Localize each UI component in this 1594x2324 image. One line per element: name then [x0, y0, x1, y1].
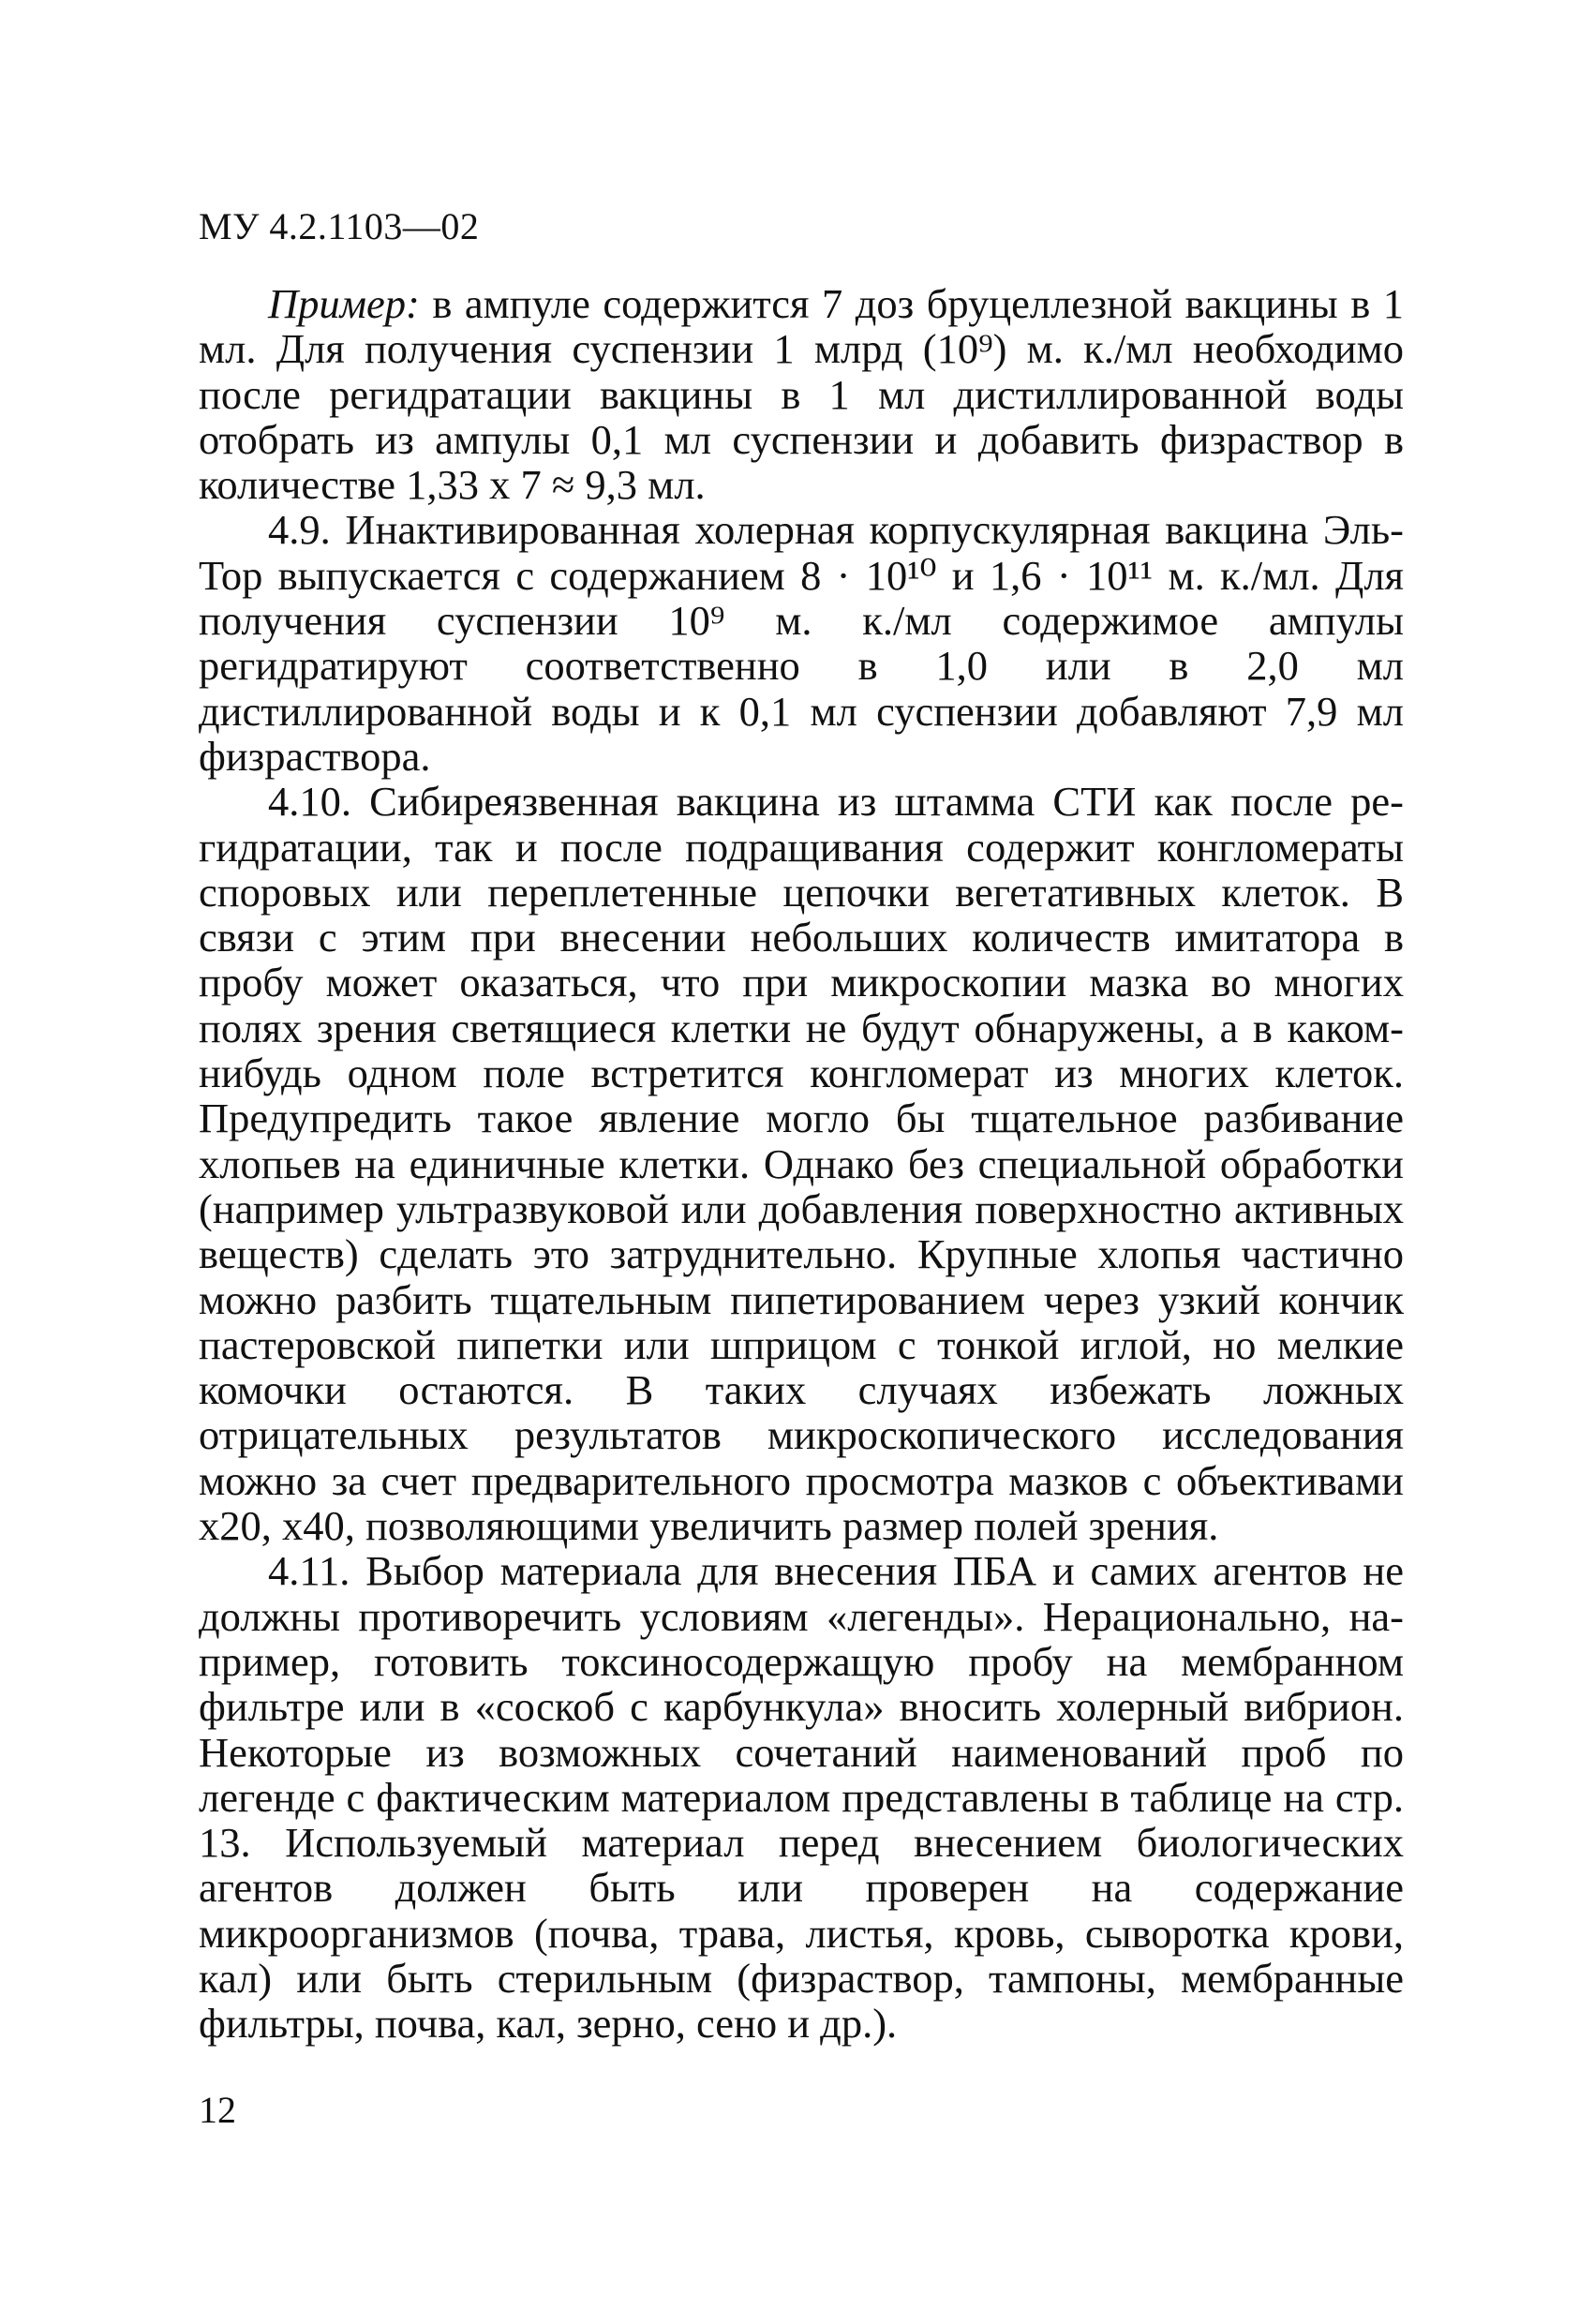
paragraph-4-10: 4.10. Сибиреязвенная вакцина из штамма СТИ как после регидратации, так и после подращивания содержит конгломераты споровых или переплетенные цепочки вегетативных клеток. В связи с этим при внесении небольших количеств имитатора в пробу может оказаться, что при микроскопии мазка во многих полях зрения светящиеся клетки не будут обнаружены, а в каком-нибудь одном поле встретится конгломерат из многих клеток. Предупредить такое явление могло бы тщательное разбивание хлопьев на единичные клетки. Однако без специальной обработки (например ультразвуковой или добавления поверхностно активных веществ) сделать это затруднительно. Крупные хлопья частично можно разбить тщательным пипетированием через узкий кончик пастеровской пипетки или шприцом с тонкой иглой, но мелкие комочки остаются. В таких случаях избежать ложных отрицательных результатов микроскопического исследования можно за счет предварительного просмотра мазков с объективами х20, х40, позволяющими увеличить размер полей зрения.: [199, 778, 1404, 1550]
paragraph-text: в ампуле содержится 7 доз бруцеллезной вакцины в 1 мл. Для получения суспензии 1 млрд (10⁹) м. к./мл необходимо после регидратации вакцины в 1 мл дистиллированной воды отобрать из ампулы 0,1 мл суспензии и добавить физраствор в количестве 1,33 х 7 ≈ 9,3 мл.: [199, 280, 1404, 509]
paragraph-4-11: 4.11. Выбор материала для внесения ПБА и самих агентов не должны противоречить условиям «легенды». Нерационально, например, готовить токсиносодержащую пробу на мембранном фильтре или в «соскоб с карбункула» вносить холерный вибрион. Некоторые из возможных сочетаний наименований проб по легенде с фактическим материалом представлены в таблице на стр. 13. Используемый материал перед внесением биологических агентов должен быть или проверен на содержание микроорганизмов (почва, трава, листья, кровь, сыворотка крови, кал) или быть стерильным (физраствор, тампоны, мембранные фильтры, почва, кал, зерно, сено и др.).: [199, 1547, 1404, 2048]
example-label: Пример:: [268, 280, 420, 327]
document-body: [199, 281, 1404, 2047]
document-code-header: МУ 4.2.1103—02: [199, 205, 480, 247]
page-number: 12: [199, 2089, 236, 2131]
paragraph-4-9: 4.9. Инактивированная холерная корпускулярная вакцина Эль-Тор выпускается с содержанием 8 · 10¹⁰ и 1,6 · 10¹¹ м. к./мл. Для получения суспензии 10⁹ м. к./мл содержимое ампулы регидратируют соответственно в 1,0 или в 2,0 мл дистиллированной воды и к 0,1 мл суспензии добавляют 7,9 мл физраствора.: [199, 506, 1404, 780]
paragraph-example: [199, 281, 1404, 507]
